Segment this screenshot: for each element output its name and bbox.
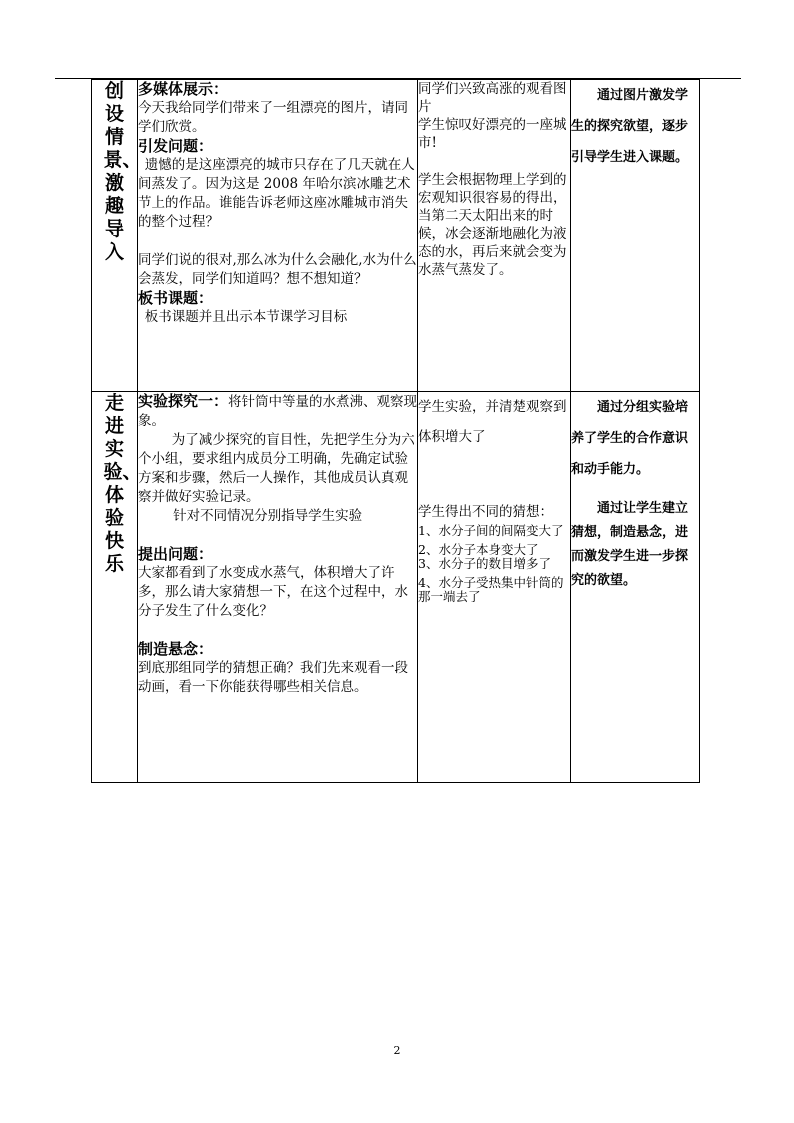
paragraph: 同学们说的很对,那么冰为什么会融化,水为什么会蒸发，同学们知道吗？想不想知道？	[138, 252, 417, 287]
section-heading: 多媒体展示：	[138, 80, 229, 98]
design-intent-cell	[571, 80, 700, 392]
list-item: 4、水分子受热集中针筒的那一端去了	[418, 575, 564, 604]
table-row	[92, 392, 700, 783]
paragraph: 学生得出不同的猜想：	[418, 504, 553, 520]
paragraph: 通过分组实验培养了学生的合作意识和动手能力。	[571, 400, 689, 477]
paragraph: 通过让学生建立猜想，制造悬念，进而激发学生进一步探究的欲望。	[571, 501, 689, 588]
paragraph: 学生会根据物理上学到的宏观知识很容易的得出，当第二天太阳出来的时候，冰会逐渐地融化为液态的水，再后来就会变为水蒸气蒸发了。	[418, 172, 567, 278]
stage-cell	[92, 392, 142, 783]
stage-label: 走进实验、体验快乐	[103, 392, 142, 575]
paragraph: 大家都看到了水变成水蒸气，体积增大了许多，那么请大家猜想一下，在这个过程中，水分子发生了什么变化？	[138, 565, 408, 619]
section-heading: 提出问题：	[138, 545, 214, 563]
paragraph: 针对不同情况分别指导学生实验	[173, 508, 363, 524]
teacher-activity-cell	[138, 392, 418, 783]
student-activity-cell	[418, 80, 571, 392]
paragraph: 到底那组同学的猜想正确？我们先来观看一段动画，看一下你能获得哪些相关信息。	[138, 660, 408, 695]
section-heading: 引发问题：	[138, 137, 214, 155]
stage-cell	[92, 80, 142, 392]
student-activity-cell	[418, 392, 571, 783]
table-row	[92, 80, 700, 392]
page-number: 2	[393, 1044, 401, 1057]
list-item: 2、水分子本身变大了	[418, 542, 539, 557]
teacher-activity-cell	[138, 80, 418, 392]
paragraph-text: 将针筒中等量的水煮沸、观察现象。	[138, 394, 418, 429]
paragraph: 为了减少探究的盲目性，先把学生分为六个小组，要求组内成员分工明确，先确定试验方案和步骤，然后一人操作，其他成员认真观察并做好实验记录。	[138, 432, 415, 505]
paragraph	[138, 392, 417, 431]
paragraph: 今天我给同学们带来了一组漂亮的图片，请同学们欣赏。	[138, 100, 408, 135]
paragraph: 遗憾的是这座漂亮的城市只存在了几天就在人间蒸发了。因为这是 2008 年哈尔滨冰雕艺术节上的作品。谁能告诉老师这座冰雕城市消失的整个过程？	[138, 157, 415, 230]
section-heading: 实验探究一：	[138, 392, 229, 410]
paragraph: 同学们兴致高涨的观看图片	[418, 81, 567, 115]
section-heading: 板书课题：	[138, 289, 214, 307]
stage-label: 创设情景、激趣导入	[103, 80, 142, 263]
paragraph: 学生惊叹好漂亮的一座城市!	[418, 117, 567, 151]
design-intent-cell	[571, 392, 700, 783]
section-heading: 制造悬念：	[138, 640, 214, 658]
lesson-plan-table	[91, 79, 700, 783]
list-item: 1、水分子间的间隔变大了	[418, 523, 564, 538]
list-item: 3、水分子的数目增多了	[418, 556, 551, 571]
paragraph: 学生实验，并清楚观察到体积增大了	[418, 399, 567, 445]
paragraph: 板书课题并且出示本节课学习目标	[144, 309, 348, 325]
paragraph: 通过图片激发学生的探究欲望，逐步引导学生进入课题。	[571, 88, 689, 165]
